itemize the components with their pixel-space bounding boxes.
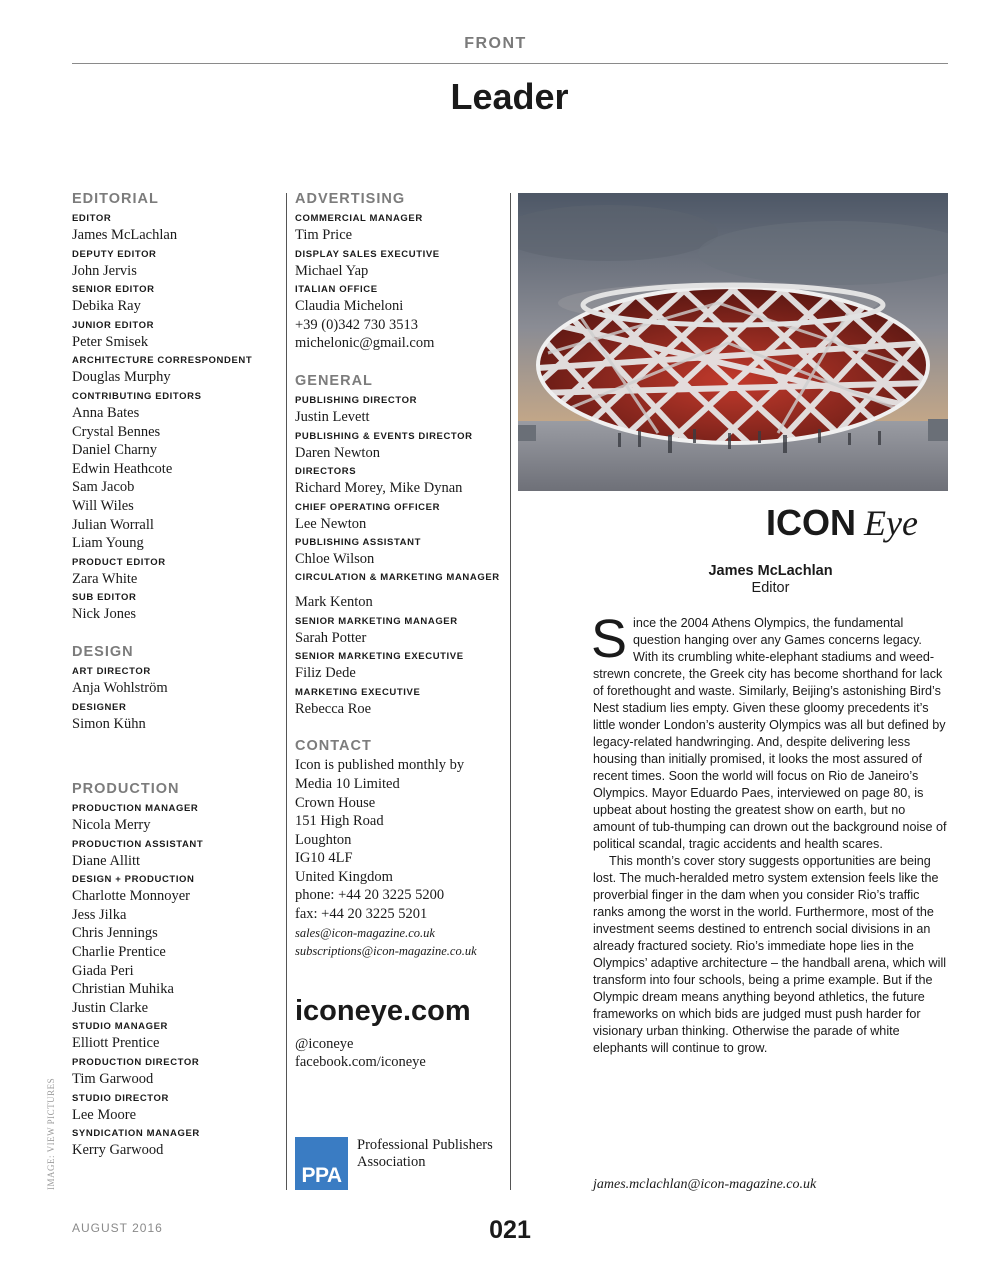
role-label: PRODUCTION DIRECTOR (72, 1057, 200, 1069)
staff-name: Crystal Bennes (72, 423, 161, 440)
facebook-link[interactable]: facebook.com/iconeye (295, 1054, 426, 1071)
staff-name: Sarah Potter (295, 629, 367, 646)
staff-column-1 (72, 189, 277, 1160)
contact-section (295, 736, 510, 961)
contact-line: United Kingdom (295, 868, 393, 885)
staff-name: Mark Kenton (295, 593, 373, 610)
advertising-section (295, 189, 510, 353)
role-label: STUDIO MANAGER (72, 1021, 169, 1033)
role-label: SENIOR MARKETING MANAGER (295, 615, 458, 627)
role-label: PUBLISHING ASSISTANT (295, 537, 422, 549)
role-label: SENIOR MARKETING EXECUTIVE (295, 651, 464, 663)
staff-name: Zara White (72, 570, 138, 587)
general-roles (295, 391, 510, 718)
sales-email-link[interactable]: sales@icon-magazine.co.uk (295, 925, 435, 940)
role-label: ART DIRECTOR (72, 665, 151, 677)
role-label: MARKETING EXECUTIVE (295, 686, 421, 698)
masthead-brand: ICON (766, 502, 857, 543)
staff-name: +39 (0)342 730 3513 (295, 316, 418, 333)
stadium-illustration (518, 193, 948, 491)
staff-name: Nick Jones (72, 606, 137, 623)
staff-name: Will Wiles (72, 497, 134, 514)
page-number: 021 (489, 1216, 531, 1244)
staff-name: Sam Jacob (72, 479, 135, 496)
ppa-logo (295, 1137, 348, 1190)
drop-cap: S (591, 609, 628, 669)
role-label: SYNDICATION MANAGER (72, 1128, 200, 1140)
contact-heading: CONTACT (295, 738, 372, 755)
staff-name: Rebecca Roe (295, 700, 372, 717)
staff-name: Lee Moore (72, 1106, 137, 1123)
role-label: JUNIOR EDITOR (72, 319, 155, 331)
design-section (72, 642, 277, 733)
contact-line: Media 10 Limited (295, 775, 400, 792)
editorial-roles (72, 209, 277, 624)
column-divider (510, 193, 511, 1190)
staff-name: michelonic@gmail.com (295, 335, 435, 352)
article-paragraph (591, 609, 948, 853)
role-label: EDITOR (72, 213, 112, 224)
website-link[interactable]: iconeye.com (295, 994, 471, 1027)
staff-name: Daren Newton (295, 444, 380, 461)
staff-name: Debika Ray (72, 298, 141, 315)
staff-name: Douglas Murphy (72, 369, 171, 386)
role-label: DIRECTORS (295, 466, 357, 478)
production-roles (72, 799, 277, 1160)
staff-name: Charlie Prentice (72, 944, 166, 961)
staff-name: Nicola Merry (72, 817, 151, 834)
production-section (72, 779, 277, 1160)
general-heading: GENERAL (295, 372, 373, 389)
issue-date: AUGUST 2016 (72, 1221, 163, 1235)
role-label: PRODUCT EDITOR (72, 556, 166, 568)
role-label: PRODUCTION ASSISTANT (72, 838, 204, 850)
ppa-name-line: Professional Publishers (357, 1137, 493, 1153)
role-label: DESIGNER (72, 701, 127, 713)
photo-credit: IMAGE: VIEW PICTURES (46, 1077, 56, 1190)
role-label: CHIEF OPERATING OFFICER (295, 501, 441, 513)
paragraph-text: ince the 2004 Athens Olympics, the fundamental question hanging over any Games concerns legacy. With its crumbling white-elephant stadiums and weed-strewn concrete, the Greek city has become shorthand for lack of forethought and waste. Similarly, Beijing’s astonishing Bird’s Nest stadium lies empty. Given these gloomy precedents it’s little wonder London’s austerity Olympics was all but defined by legacy-related handwringing. And, despite delivering less housing than initially promised, it looks the most assured of recent times. Soon the world will focus on Rio de Janeiro’s Olympics. Mayor Eduardo Paes, interviewed on page 80, is upbeat about hosting the greatest show on earth, but no amount of tub-thumping can drown out the background noise of political scandal, tragic accidents and health scares. (593, 616, 947, 851)
advertising-roles (295, 209, 510, 353)
spacer (295, 718, 510, 736)
staff-name: Kerry Garwood (72, 1142, 164, 1159)
spacer (72, 624, 277, 642)
staff-column-2 (295, 189, 510, 1072)
spacer (295, 353, 510, 371)
contact-line: Crown House (295, 794, 376, 811)
ppa-logo-text: PPA (301, 1164, 342, 1187)
staff-name: Chris Jennings (72, 925, 158, 942)
staff-name: Richard Morey, Mike Dynan (295, 480, 463, 497)
role-label: COMMERCIAL MANAGER (295, 213, 423, 224)
staff-name: Charlotte Monnoyer (72, 888, 190, 905)
role-label: PUBLISHING & EVENTS DIRECTOR (295, 430, 473, 442)
staff-name: Julian Worrall (72, 516, 154, 533)
general-section (295, 371, 510, 718)
staff-name: Lee Newton (295, 515, 367, 532)
masthead-brand-italic: Eye (864, 503, 918, 543)
staff-name: Edwin Heathcote (72, 460, 173, 477)
column-divider (286, 193, 287, 1190)
twitter-handle-link[interactable]: @iconeye (295, 1035, 354, 1052)
staff-name: Simon Kühn (72, 715, 146, 732)
contact-phone: phone: +44 20 3225 5200 (295, 887, 445, 904)
role-label: PUBLISHING DIRECTOR (295, 394, 418, 406)
staff-name: Christian Muhika (72, 981, 174, 998)
staff-name: Tim Price (295, 227, 353, 243)
ppa-name-line: Association (357, 1154, 426, 1170)
production-heading: PRODUCTION (72, 781, 180, 798)
role-label: ITALIAN OFFICE (295, 284, 378, 296)
article-body (591, 609, 948, 1057)
role-label: ARCHITECTURE CORRESPONDENT (72, 355, 253, 367)
contact-fax: fax: +44 20 3225 5201 (295, 906, 428, 923)
role-label: DESIGN + PRODUCTION (72, 874, 195, 886)
staff-name: Filiz Dede (295, 665, 356, 682)
contact-line: IG10 4LF (295, 850, 353, 867)
role-label: DEPUTY EDITOR (72, 248, 157, 260)
staff-name: Michael Yap (295, 262, 369, 279)
editorial-section (72, 189, 277, 624)
section-label: FRONT (464, 35, 527, 52)
role-label: SUB EDITOR (72, 592, 137, 604)
ppa-logo-block (295, 1137, 510, 1193)
role-label: DISPLAY SALES EXECUTIVE (295, 248, 440, 260)
masthead (518, 502, 918, 548)
role-label: SENIOR EDITOR (72, 284, 155, 296)
staff-name: Peter Smisek (72, 333, 149, 350)
social-links (295, 1035, 510, 1072)
role-label: CIRCULATION & MARKETING MANAGER (295, 571, 500, 583)
staff-name: Anna Bates (72, 404, 140, 421)
staff-name: Daniel Charny (72, 442, 157, 459)
staff-name: Elliott Prentice (72, 1035, 160, 1052)
staff-name: Liam Young (72, 535, 144, 552)
design-roles (72, 662, 277, 733)
editorial-heading: EDITORIAL (72, 191, 159, 207)
stadium-photo (518, 193, 948, 491)
staff-name: Diane Allitt (72, 852, 141, 869)
advertising-heading: ADVERTISING (295, 191, 406, 207)
top-rule (72, 63, 948, 64)
role-label: PRODUCTION MANAGER (72, 803, 199, 815)
staff-name: Justin Clarke (72, 999, 149, 1016)
staff-name: John Jervis (72, 262, 137, 279)
article-author-role: Editor (751, 580, 790, 596)
staff-name: James McLachlan (72, 227, 178, 243)
contact-line: Loughton (295, 831, 352, 848)
staff-name: Giada Peri (72, 962, 134, 979)
article-author: James McLachlan (708, 563, 833, 579)
role-label: STUDIO DIRECTOR (72, 1092, 169, 1104)
role-label: CONTRIBUTING EDITORS (72, 390, 202, 402)
design-heading: DESIGN (72, 643, 134, 660)
staff-name: Justin Levett (295, 408, 370, 425)
spacer (72, 733, 277, 779)
article-paragraph: This month’s cover story suggests opportunities are being lost. The much-heralded metro system extension feels like the proverbial finger in the dam when you consider Rio’s traffic ranks among the worst in the world. Furthermore, most of the investment seems destined to entrench social divisions in an already fractured society. Rio’s immediate hope lies in the Olympics’ adaptive architecture – the handball arena, which will transform into four schools, being a prime example. But if the Olympic dream means anything beyond athletics, the future frameworks on which bids are judged must push harder for visionary urban thinking. Otherwise the parade of white elephants will continue to grow. (593, 854, 947, 1055)
contact-line: 151 High Road (295, 813, 384, 830)
staff-name: Claudia Micheloni (295, 298, 404, 315)
staff-name: Anja Wohlström (72, 679, 168, 696)
staff-name: Jess Jilka (72, 906, 127, 923)
staff-name: Chloe Wilson (295, 551, 375, 568)
staff-name: Tim Garwood (72, 1071, 154, 1088)
contact-line: Icon is published monthly by (295, 757, 465, 774)
author-email-link[interactable]: james.mclachlan@icon-magazine.co.uk (593, 1177, 817, 1192)
subscriptions-email-link[interactable]: subscriptions@icon-magazine.co.uk (295, 944, 477, 959)
ppa-name (357, 1137, 517, 1171)
page-title: Leader (450, 76, 569, 117)
